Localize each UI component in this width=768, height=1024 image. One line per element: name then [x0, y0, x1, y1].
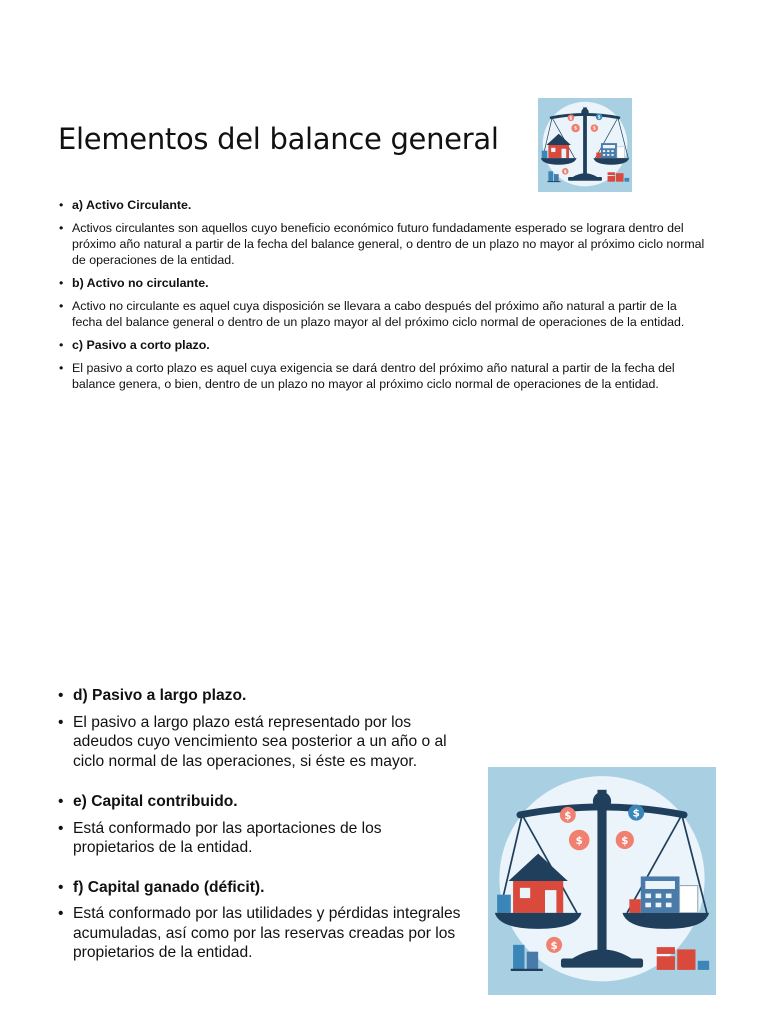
heading-pasivo-largo-plazo: d) Pasivo a largo plazo.: [73, 687, 247, 704]
bullet-list: [72, 197, 708, 399]
bullet-list: [73, 686, 463, 963]
slide-title: Elementos del balance general: [58, 122, 499, 156]
list-item: [73, 904, 463, 963]
heading-activo-circulante: a) Activo Circulante.: [72, 198, 192, 212]
definition-capital-ganado: Está conformado por las utilidades y pérdidas integrales acumuladas, así como por las reservas creadas por los propietarios de la entidad.: [73, 905, 461, 961]
list-item: [72, 275, 708, 291]
list-item: [73, 792, 463, 812]
list-item: [73, 686, 463, 706]
definition-pasivo-corto-plazo: El pasivo a corto plazo es aquel cuya exigencia se dará dentro del próximo año natural a partir de la fecha del balance genera, o bien, dentro de un plazo no mayor al próximo ciclo normal de operaciones de la entidad.: [72, 361, 675, 391]
list-item: [72, 337, 708, 353]
list-item: [72, 298, 708, 330]
list-item: [72, 360, 708, 392]
definition-activo-circulante: Activos circulantes son aquellos cuyo beneficio económico futuro fundadamente esperado se lograra dentro del próximo año natural a partir de la fecha del balance general, o dentro de un plazo no mayor al próximo ciclo normal de operaciones de la entidad.: [72, 221, 705, 267]
list-item: [73, 713, 463, 772]
balance-scale-icon: [538, 98, 632, 192]
heading-capital-ganado: f) Capital ganado (déficit).: [73, 878, 265, 896]
heading-activo-no-circulante: b) Activo no circulante.: [72, 276, 209, 290]
list-item: [73, 819, 463, 858]
definition-pasivo-largo-plazo: El pasivo a largo plazo está representado por los adeudos cuyo vencimiento sea posterior a un año o al ciclo normal de las operaciones, si éste es mayor.: [73, 713, 447, 770]
definition-activo-no-circulante: Activo no circulante es aquel cuya disposición se llevara a cabo después del próximo año natural a partir de la fecha del balance general o dentro de un plazo mayor al del próximo ciclo normal de operaciones de la entidad.: [72, 299, 685, 329]
balance-scale-icon: [488, 767, 716, 995]
list-item: [72, 220, 708, 268]
list-item: [72, 197, 708, 213]
definition-capital-contribuido: Está conformado por las aportaciones de los propietarios de la entidad.: [73, 819, 382, 856]
list-item: [73, 878, 463, 898]
heading-pasivo-corto-plazo: c) Pasivo a corto plazo.: [72, 338, 210, 352]
heading-capital-contribuido: e) Capital contribuido.: [73, 793, 238, 810]
slide-2: [0, 512, 768, 1024]
